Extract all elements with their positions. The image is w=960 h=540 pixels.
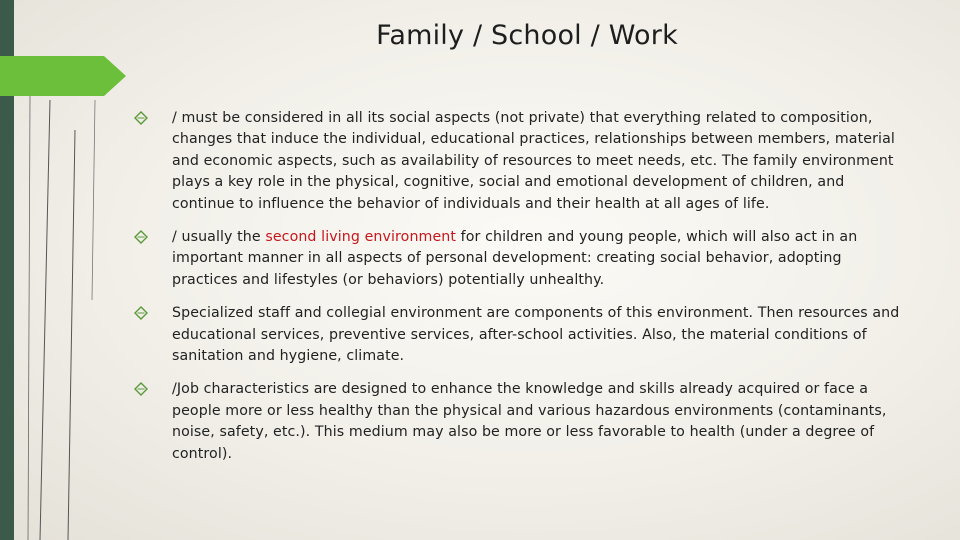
bullet-text: / must be considered in all its social aspects (not private) that everything related to composition, changes that induce the individual, educational practices, relationships between members, material and economic aspects, such as availability of resources to meet needs, etc. The family environment plays a key role in the physical, cognitive, social and emotional development of children, and continue to influence the behavior of individuals and their health at all ages of life. — [172, 110, 895, 212]
highlight-text: second living environment — [265, 229, 457, 246]
list-item — [134, 303, 904, 367]
bullet-text-after: for children and young people, which will also act in an important manner in all aspects of personal development: creating social behavior, adopting practices and lifestyles (or behaviors) potentially unhealthy. — [172, 229, 858, 288]
list-item — [134, 108, 904, 215]
diamond-outline-icon — [134, 108, 172, 215]
diamond-outline-icon — [134, 227, 172, 291]
bullet-list — [134, 108, 904, 477]
list-item — [134, 379, 904, 465]
diamond-outline-icon — [134, 379, 172, 465]
bullet-text: Specialized staff and collegial environment are components of this environment. Then resources and educational services, preventive services, after-school activities. Also, the material conditions of sanitation and hygiene, climate. — [172, 305, 900, 365]
diamond-outline-icon — [134, 303, 172, 367]
bullet-text: /Job characteristics are designed to enhance the knowledge and skills already acquired or face a people more or less healthy than the physical and various hazardous environments (contaminants, noise, safety, etc.). This medium may also be more or less favorable to health (under a degree of control). — [172, 381, 887, 462]
bullet-text-before: / usually the — [172, 229, 266, 246]
page-title: Family / School / Work — [376, 20, 678, 51]
list-item — [134, 227, 904, 291]
bullet-text — [172, 227, 904, 291]
green-accent-tab — [0, 56, 126, 96]
